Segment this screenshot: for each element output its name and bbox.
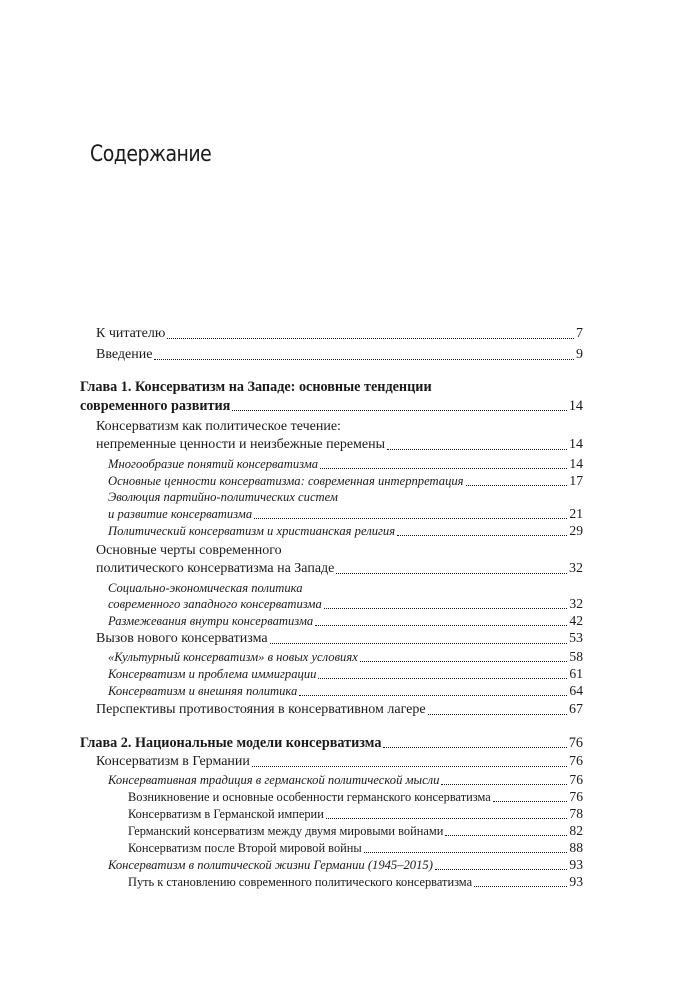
- leader-dots: [364, 851, 568, 853]
- toc-subsection-2-1-b[interactable]: [108, 856, 583, 874]
- leader-dots: [397, 534, 567, 536]
- toc-subsection-1-1-c[interactable]: [108, 505, 583, 523]
- toc-section-1-1[interactable]: [96, 436, 583, 454]
- toc-subsection-1-2-b[interactable]: [108, 612, 583, 630]
- toc-subsection-1-3-a[interactable]: [108, 648, 583, 666]
- toc-entry-label: Многообразие понятий консерватизма: [108, 457, 319, 471]
- toc-page-number: 78: [569, 806, 583, 821]
- toc-page-number: 21: [569, 506, 583, 521]
- toc-chapter-1-line-1[interactable]: Глава 1. Консерватизм на Западе: основные тенденции: [80, 379, 432, 395]
- toc-section-2-1[interactable]: [96, 753, 583, 771]
- toc-page-number: 76: [569, 772, 583, 787]
- toc-page-number: 29: [569, 523, 583, 538]
- toc-subsection-1-1-d[interactable]: [108, 522, 583, 540]
- leader-dots: [320, 467, 567, 469]
- toc-page-number: 61: [569, 666, 583, 681]
- toc-subsection-1-3-c[interactable]: [108, 682, 583, 700]
- toc-subsection-1-1-a[interactable]: [108, 455, 583, 473]
- leader-dots: [270, 642, 567, 644]
- leader-dots: [383, 746, 566, 748]
- toc-entry-label: Консерватизм в Германской империи: [128, 807, 324, 821]
- leader-dots: [299, 694, 567, 696]
- toc-item-2-1-a-2[interactable]: [128, 805, 583, 823]
- leader-dots: [154, 358, 574, 360]
- toc-entry-label: Перспективы противостояния в консервативном лагере: [96, 702, 426, 717]
- toc-item-2-1-a-1[interactable]: [128, 788, 583, 806]
- leader-dots: [252, 765, 567, 767]
- toc-entry-label: Политический консерватизм и христианская религия: [108, 524, 396, 538]
- toc-entry-label: Консерватизм в политической жизни Германии (1945–2015): [108, 858, 433, 872]
- toc-entry-label: Размежевания внутри консерватизма: [108, 614, 314, 628]
- toc-item-2-1-a-3[interactable]: [128, 822, 583, 840]
- toc-section-1-4[interactable]: [96, 701, 583, 719]
- toc-page-number: 7: [576, 326, 583, 341]
- leader-dots: [318, 677, 567, 679]
- toc-entry-label: Консервативная традиция в германской политической мысли: [108, 773, 440, 787]
- leader-dots: [428, 713, 567, 715]
- toc-entry-label: современного западного консерватизма: [108, 597, 322, 611]
- leader-dots: [167, 337, 574, 339]
- toc-page-number: 9: [576, 347, 583, 362]
- leader-dots: [493, 800, 568, 802]
- toc-entry-label: Германский консерватизм между двумя мировыми войнами: [128, 824, 444, 838]
- toc-subsection-1-2-a[interactable]: [108, 595, 583, 613]
- toc-section-1-3[interactable]: [96, 630, 583, 648]
- toc-section-1-2[interactable]: [96, 560, 583, 578]
- toc-page-number: 14: [569, 456, 583, 471]
- toc-page-number: 14: [568, 398, 583, 414]
- toc-section-1-1-line-1[interactable]: Консерватизм как политическое течение:: [96, 419, 341, 434]
- toc-entry-label: и развитие консерватизма: [108, 507, 253, 521]
- leader-dots: [474, 885, 567, 887]
- toc-section-1-2-line-1[interactable]: Основные черты современного: [96, 543, 282, 558]
- toc-page-number: 32: [569, 561, 583, 576]
- toc-entry-label: Путь к становлению современного политического консерватизма: [128, 875, 473, 889]
- toc-chapter-1[interactable]: [80, 397, 583, 415]
- toc-entry-to-reader[interactable]: [96, 325, 583, 343]
- toc-page-number: 76: [569, 754, 583, 769]
- toc-page-number: 67: [569, 702, 583, 717]
- toc-page-number: 14: [569, 437, 583, 452]
- toc-entry-label: Консерватизм после Второй мировой войны: [128, 841, 362, 855]
- toc-page-number: 88: [569, 840, 583, 855]
- toc-subsection-1-1-c-line-1[interactable]: Эволюция партийно-политических систем: [108, 490, 338, 504]
- toc-entry-intro[interactable]: [96, 346, 583, 364]
- toc-entry-label: Возникновение и основные особенности германского консерватизма: [128, 790, 491, 804]
- leader-dots: [254, 517, 567, 519]
- leader-dots: [435, 868, 568, 870]
- toc-item-2-1-b-1[interactable]: [128, 873, 583, 891]
- leader-dots: [441, 783, 567, 785]
- leader-dots: [466, 484, 568, 486]
- toc-page-number: 17: [569, 473, 583, 488]
- toc-page-number: 42: [569, 613, 583, 628]
- toc-entry-label: Глава 2. Национальные модели консерватизма: [80, 735, 382, 751]
- toc-page-number: 53: [569, 631, 583, 646]
- page-title: Содержание: [90, 142, 212, 167]
- leader-dots: [336, 572, 567, 574]
- toc-entry-label: Консерватизм и проблема иммиграции: [108, 667, 317, 681]
- toc-entry-label: К читателю: [96, 326, 166, 341]
- toc-chapter-2[interactable]: [80, 734, 583, 752]
- toc-entry-label: непременные ценности и неизбежные перемены: [96, 437, 386, 452]
- toc-subsection-2-1-a[interactable]: [108, 771, 583, 789]
- leader-dots: [326, 817, 568, 819]
- toc-page-number: 93: [569, 874, 583, 889]
- toc-item-2-1-a-4[interactable]: [128, 839, 583, 857]
- leader-dots: [445, 834, 567, 836]
- toc-entry-label: Введение: [96, 347, 153, 362]
- toc-page-number: 76: [569, 789, 583, 804]
- toc-page-number: 76: [568, 735, 583, 751]
- toc-entry-label: Консерватизм и внешняя политика: [108, 684, 298, 698]
- leader-dots: [360, 660, 568, 662]
- toc-entry-label: современного развития: [80, 398, 231, 414]
- leader-dots: [232, 409, 566, 411]
- toc-subsection-1-3-b[interactable]: [108, 665, 583, 683]
- leader-dots: [315, 624, 567, 626]
- toc-page-number: 58: [569, 649, 583, 664]
- leader-dots: [324, 607, 568, 609]
- toc-subsection-1-2-a-line-1[interactable]: Социально-экономическая политика: [108, 581, 303, 595]
- toc-entry-label: Консерватизм в Германии: [96, 754, 250, 769]
- toc-entry-label: «Культурный консерватизм» в новых условиях: [108, 650, 358, 664]
- toc-entry-label: Вызов нового консерватизма: [96, 631, 268, 646]
- toc-entry-label: политического консерватизма на Западе: [96, 561, 335, 576]
- leader-dots: [387, 448, 567, 450]
- toc-entry-label: Основные ценности консерватизма: современная интерпретация: [108, 474, 464, 488]
- toc-page-number: 32: [569, 596, 583, 611]
- toc-page-number: 93: [569, 857, 583, 872]
- toc-page-number: 64: [569, 683, 583, 698]
- toc-page-number: 82: [569, 823, 583, 838]
